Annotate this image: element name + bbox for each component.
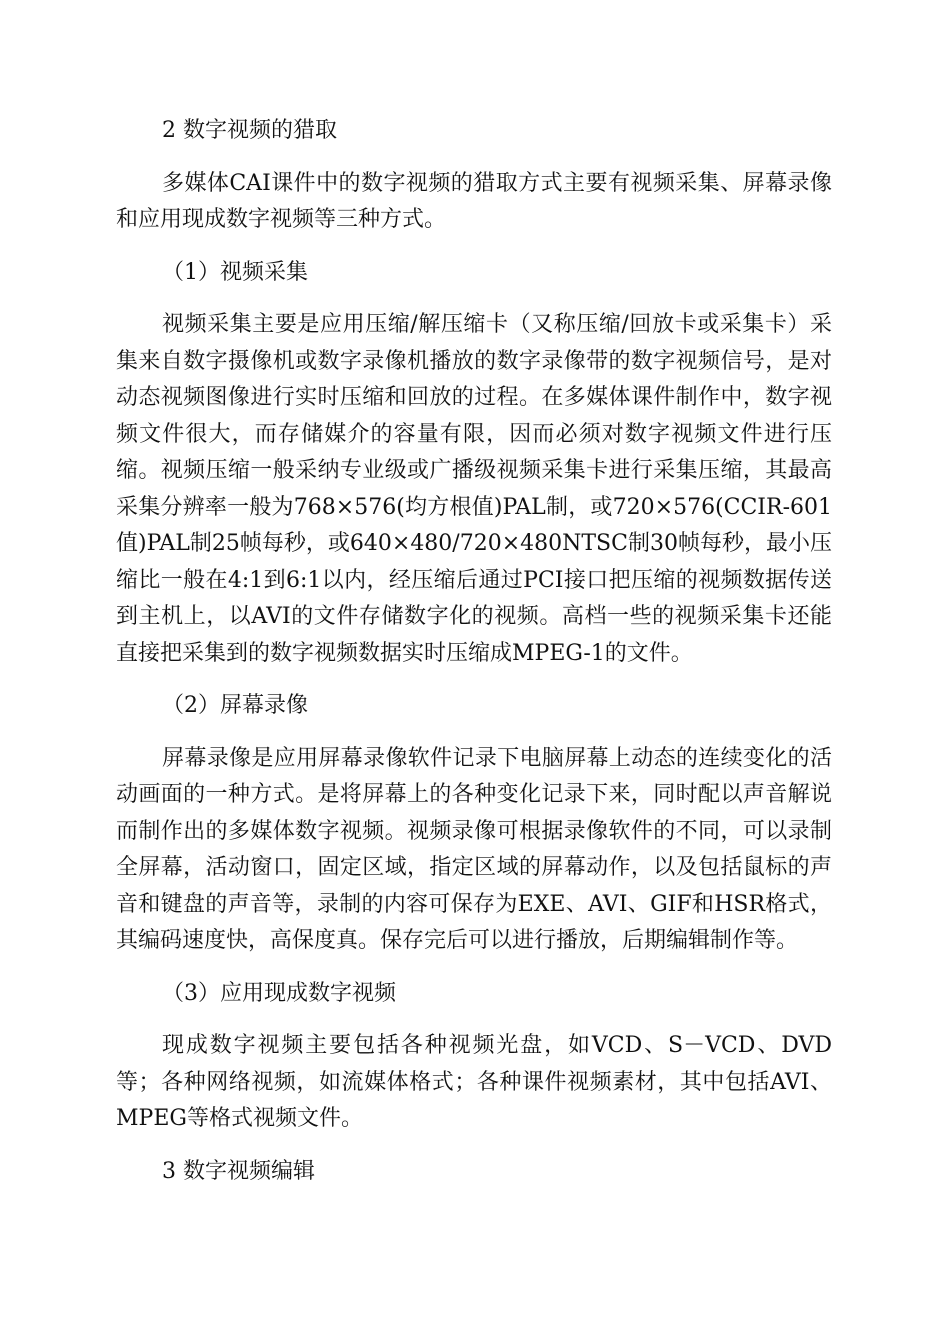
existing-video-paragraph: 现成数字视频主要包括各种视频光盘，如VCD、S－VCD、DVD等；各种网络视频，如流媒体格式；各种课件视频素材，其中包括AVI、MPEG等格式视频文件。 [116, 1033, 832, 1131]
subsection-heading-2: （2）屏幕录像 [162, 693, 308, 718]
subsection-heading-3: （3）应用现成数字视频 [162, 980, 396, 1006]
intro-paragraph: 多媒体CAI课件中的数字视频的猎取方式主要有视频采集、屏幕录像和应用现成数字视频等三种方式。 [116, 170, 832, 232]
screen-recording-paragraph: 屏幕录像是应用屏幕录像软件记录下电脑屏幕上动态的连续变化的活动画面的一种方式。是将屏幕上的各种变化记录下来，同时配以声音解说而制作出的多媒体数字视频。视频录像可根据录像软件的不同，可以录制全屏幕，活动窗口，固定区域，指定区域的屏幕动作，以及包括鼠标的声音和键盘的声音等，录制的内容可保存为EXE、AVI、GIF和HSR格式，其编码速度快，高保度真。保存完后可以进行播放，后期编辑制作等。 [116, 745, 832, 953]
video-capture-paragraph: 视频采集主要是应用压缩/解压缩卡（又称压缩/回放卡或采集卡）采集来自数字摄像机或数字录像机播放的数字录像带的数字视频信号，是对动态视频图像进行实时压缩和回放的过程。在多媒体课件制作中，数字视频文件很大，而存储媒介的容量有限，因而必须对数字视频文件进行压缩。视频压缩一般采纳专业级或广播级视频采集卡进行采集压缩，其最高采集分辨率一般为768×576(均方根值)PAL制，或720×576(CCIR-601值)PAL制25帧每秒，或640×480/720×480NTSC制30帧每秒，最小压缩比一般在4:1到6:1以内，经压缩后通过PCI接口把压缩的视频数据传送到主机上，以AVI的文件存储数字化的视频。高档一些的视频采集卡还能直接把采集到的数字视频数据实时压缩成MPEG-1的文件。 [116, 312, 832, 666]
section-heading-3: 3 数字视频编辑 [162, 1158, 315, 1184]
section-heading-2: 2 数字视频的猎取 [162, 118, 337, 143]
document-body [116, 113, 832, 1190]
subsection-heading-1: （1）视频采集 [162, 259, 308, 285]
